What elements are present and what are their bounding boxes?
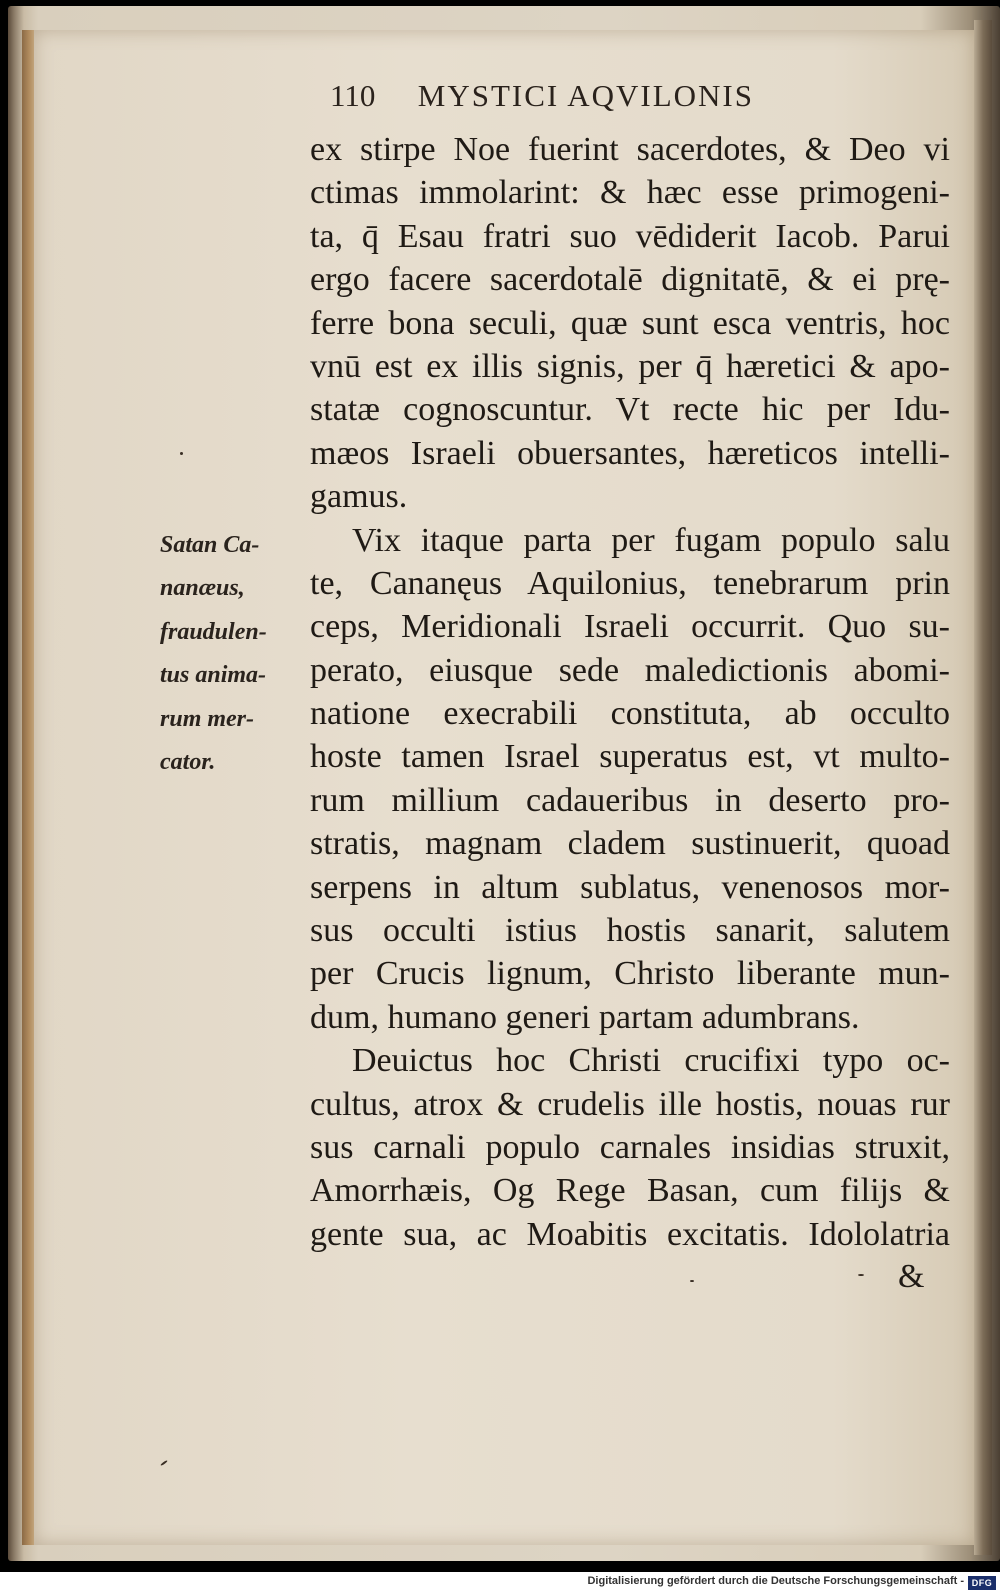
text-line: ergo facere sacerdotalē dignitatē, & ei prę-	[310, 261, 950, 299]
page-number: 110	[330, 78, 376, 113]
text-line: vnū est ex illis signis, per q̄ hæretici & apo-	[310, 347, 950, 385]
paper-speck	[858, 1274, 864, 1276]
text-line: gente sua, ac Moabitis excitatis. Idololatria	[310, 1215, 950, 1253]
text-line: serpens in altum sublatus, venenosos mor-	[310, 868, 950, 906]
text-line: rum millium cadaueribus in deserto pro-	[310, 781, 950, 819]
running-title: MYSTICI AQVILONIS	[417, 78, 754, 113]
dfg-logo: DFG	[968, 1576, 996, 1590]
catchword: &	[898, 1258, 925, 1295]
text-line: gamus.	[310, 478, 408, 516]
text-line: ex stirpe Noe fuerint sacerdotes, & Deo vi	[310, 131, 950, 168]
text-line: dum, humano generi partam adumbrans.	[310, 998, 860, 1036]
marginal-note-line: tus anima-	[160, 662, 267, 689]
paper-speck	[690, 1280, 694, 1282]
text-line: Amorrhæis, Og Rege Basan, cum filijs &	[310, 1172, 950, 1210]
text-line: per Crucis lignum, Christo liberante mun-	[310, 955, 950, 993]
text-line: ta, q̄ Esau fratri suo vēdiderit Iacob. Parui	[310, 217, 950, 255]
text-line: Vix itaque parta per fugam populo salu	[352, 521, 950, 559]
text-line: stratis, magnam cladem sustinuerit, quoad	[310, 825, 950, 863]
marginal-note-line: rum mer-	[160, 705, 255, 732]
paper-speck	[180, 452, 183, 455]
funding-credit: Digitalisierung gefördert durch die Deutsche Forschungsgemeinschaft -	[587, 1575, 964, 1587]
text-line: te, Cananęus Aquilonius, tenebrarum prin	[310, 564, 950, 602]
text-line: ctimas immolarint: & hæc esse primogeni-	[310, 174, 950, 212]
page-edge-right	[974, 20, 992, 1555]
text-line: cultus, atrox & crudelis ille hostis, nouas rur	[310, 1085, 950, 1123]
marginal-note-line: fraudulen-	[160, 618, 267, 645]
text-line: Deuictus hoc Christi crucifixi typo oc-	[352, 1042, 950, 1080]
text-line: mæos Israeli obuersantes, hæreticos intelli-	[310, 434, 950, 472]
text-line: hoste tamen Israel superatus est, vt multo-	[310, 738, 950, 776]
footer-bar	[0, 1572, 1000, 1595]
running-head	[330, 78, 850, 114]
text-line: sus carnali populo carnales insidias struxit,	[310, 1128, 950, 1166]
text-line: sus occulti istius hostis sanarit, salutem	[310, 912, 950, 950]
marginal-note	[160, 524, 310, 784]
marginal-note-line: Satan Ca-	[160, 532, 260, 558]
marginal-note-line: nanæus,	[160, 575, 245, 602]
text-line: perato, eiusque sede maledictionis abomi-	[310, 651, 950, 689]
body-text	[310, 128, 950, 1256]
text-line: ceps, Meridionali Israeli occurrit. Quo su-	[310, 608, 950, 646]
text-line: statæ cognoscuntur. Vt recte hic per Idu-	[310, 391, 950, 429]
marginal-note-line: cator.	[160, 749, 216, 776]
text-line: natione execrabili constituta, ab occulto	[310, 695, 950, 733]
text-line: ferre bona seculi, quæ sunt esca ventris, hoc	[310, 304, 950, 342]
